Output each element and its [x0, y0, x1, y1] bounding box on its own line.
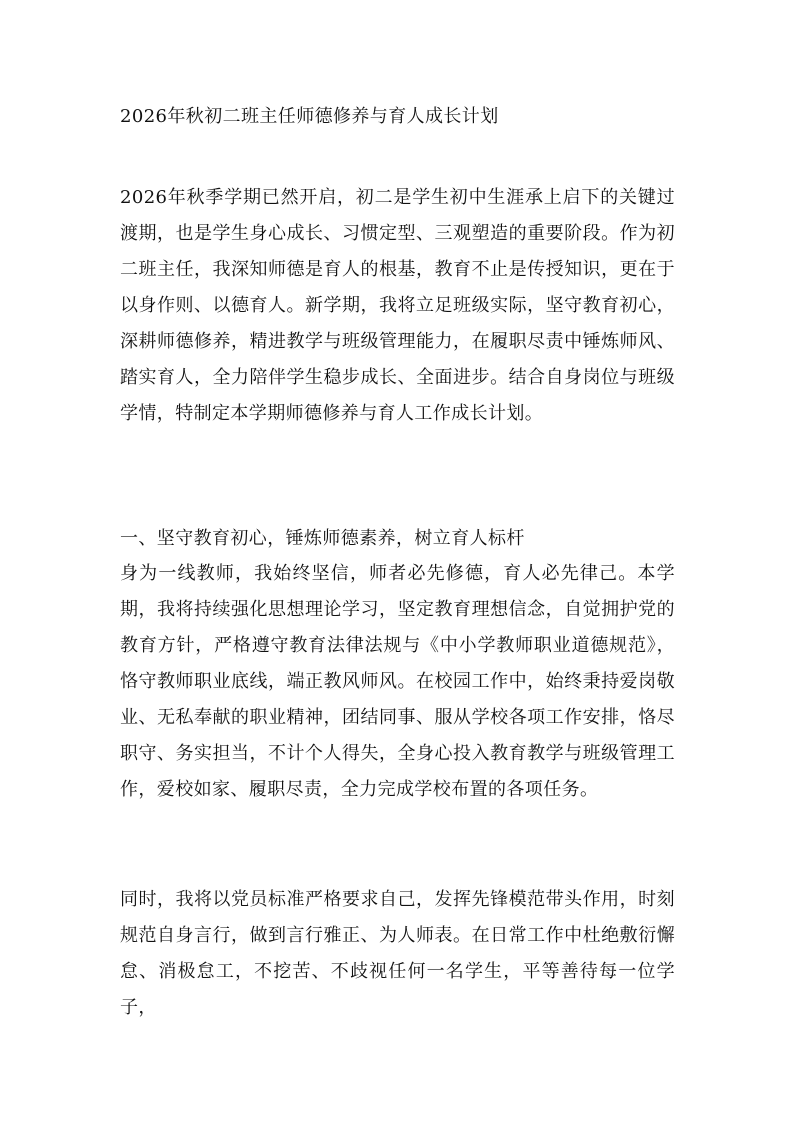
section-heading: 一、坚守教育初心，锤炼师德素养，树立育人标杆 — [120, 528, 525, 549]
section-paragraph-2: 同时，我将以党员标准严格要求自己，发挥先锋模范带头作用，时刻规范自身言行，做到言行雅正、为人师表。在日常工作中杜绝敷衍懈怠、消极怠工，不挖苦、不歧视任何一名学生，平等善待每一位学子， — [120, 889, 675, 1018]
document-title: 2026年秋初二班主任师德修养与育人成长计划 — [120, 106, 499, 127]
section-paragraph-1: 身为一线教师，我始终坚信，师者必先修德，育人必先律己。本学期，我将持续强化思想理论学习，坚定教育理想信念，自觉拥护党的教育方针，严格遵守教育法律法规与《中小学教师职业道德规范》，恪守教师职业底线，端正教风师风。在校园工作中，始终秉持爱岗敬业、无私奉献的职业精神，团结同事、服从学校各项工作安排，恪尽职守、务实担当，不计个人得失，全身心投入教育教学与班级管理工作，爱校如家、履职尽责，全力完成学校布置的各项任务。 — [120, 563, 675, 800]
intro-paragraph: 2026年秋季学期已然开启，初二是学生初中生涯承上启下的关键过渡期，也是学生身心成长、习惯定型、三观塑造的重要阶段。作为初二班主任，我深知师德是育人的根基，教育不止是传授知识，更在于以身作则、以德育人。新学期，我将立足班级实际，坚守教育初心，深耕师德修养，精进教学与班级管理能力，在履职尽责中锤炼师风、踏实育人，全力陪伴学生稳步成长、全面进步。结合自身岗位与班级学情，特制定本学期师德修养与育人工作成长计划。 — [120, 187, 675, 424]
